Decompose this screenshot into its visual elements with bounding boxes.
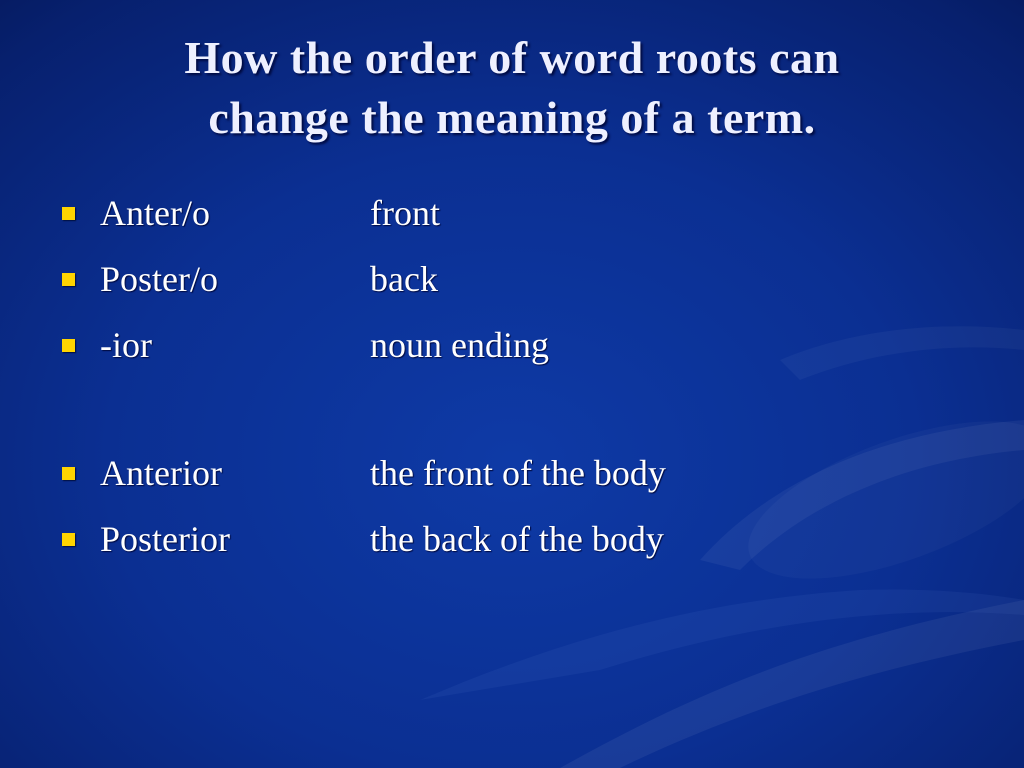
list-item [62, 254, 962, 320]
list-item [62, 514, 962, 580]
list-item [62, 320, 962, 386]
list-item [62, 448, 962, 514]
meaning-label: the back of the body [370, 519, 664, 559]
meaning-label: front [370, 193, 440, 233]
term-list [62, 188, 962, 580]
square-bullet-icon [62, 207, 75, 220]
square-bullet-icon [62, 339, 75, 352]
term-label: Posterior [100, 519, 230, 559]
square-bullet-icon [62, 533, 75, 546]
title-line-2: change the meaning of a term. [208, 92, 816, 143]
term-label: Anter/o [100, 193, 210, 233]
square-bullet-icon [62, 467, 75, 480]
meaning-label: the front of the body [370, 453, 666, 493]
slide-title [40, 28, 984, 148]
square-bullet-icon [62, 273, 75, 286]
list-item [62, 188, 962, 254]
term-label: Anterior [100, 453, 222, 493]
meaning-label: back [370, 259, 438, 299]
term-label: -ior [100, 325, 152, 365]
term-label: Poster/o [100, 259, 219, 299]
title-line-1: How the order of word roots can [184, 32, 840, 83]
meaning-label: noun ending [370, 325, 549, 365]
